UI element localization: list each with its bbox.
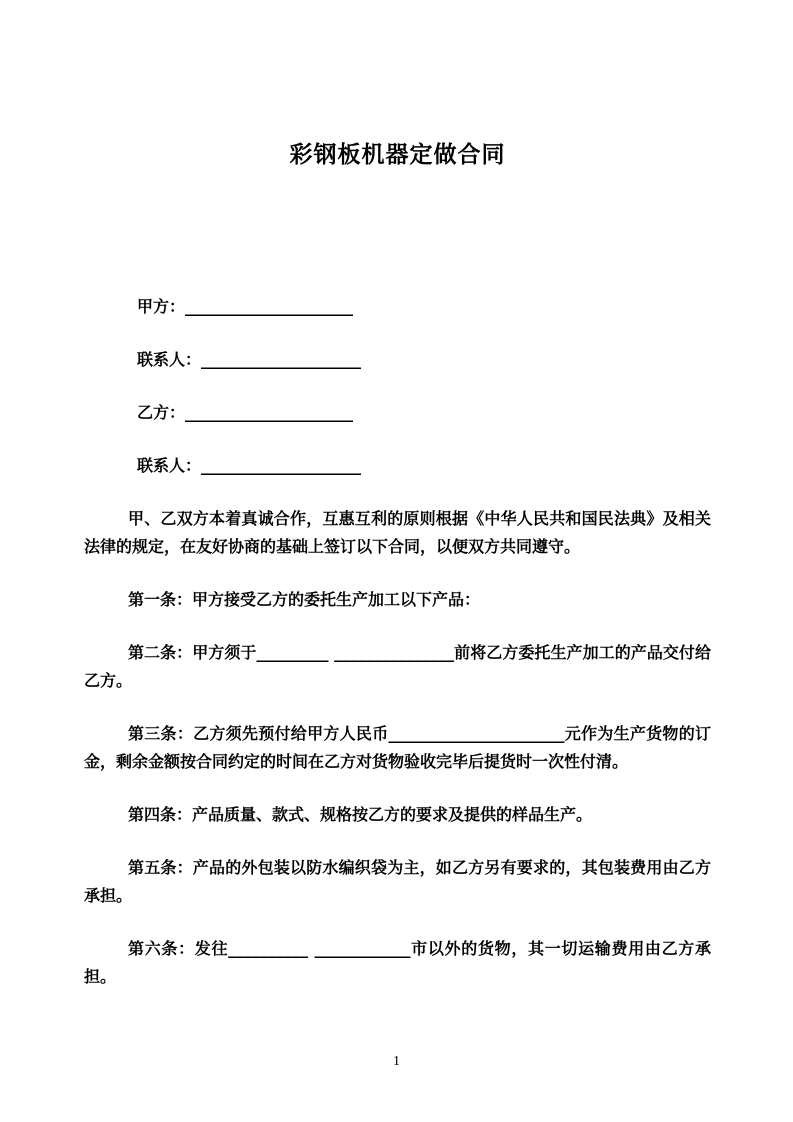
field-party-a: [84, 293, 711, 321]
clause-6: 第六条：发往__________ ____________市以外的货物，其一切运输费用由乙方承担。: [84, 939, 711, 986]
field-party-b-blank: _____________________: [185, 403, 354, 422]
clause-4: 第四条：产品质量、款式、规格按乙方的要求及提供的样品生产。: [128, 805, 593, 824]
party-fields: [84, 293, 711, 480]
field-party-a-blank: _____________________: [185, 297, 354, 316]
page-title: 彩钢板机器定做合同: [289, 142, 506, 168]
clause-5: 第五条：产品的外包装以防水编织袋为主，如乙方另有要求的，其包装费用由乙方承担。: [84, 858, 711, 905]
field-contact-a: [84, 346, 711, 374]
clause-2: 第二条：甲方须于_________ _______________前将乙方委托生产加工的产品交付给乙方。: [84, 643, 711, 690]
field-party-b: [84, 399, 711, 427]
clause-3: 第三条：乙方须先预付给甲方人民币______________________元作为生产货物的订金，剩余金额按合同约定的时间在乙方对货物验收完毕后提货时一次性付清。: [84, 724, 711, 771]
field-contact-b-blank: ____________________: [201, 456, 362, 475]
field-party-a-label: 甲方：: [137, 297, 186, 316]
field-contact-a-label: 联系人：: [137, 350, 202, 369]
field-party-b-label: 乙方：: [137, 403, 186, 422]
field-contact-b: [84, 452, 711, 480]
contract-body: [84, 505, 711, 991]
clause-1: 第一条：甲方接受乙方的委托生产加工以下产品：: [128, 590, 481, 609]
page-number: 1: [393, 1054, 400, 1069]
field-contact-b-label: 联系人：: [137, 456, 202, 475]
field-contact-a-blank: ____________________: [201, 350, 362, 369]
intro-paragraph: 甲、乙双方本着真诚合作，互惠互利的原则根据《中华人民共和国民法典》及相关法律的规定，在友好协商的基础上签订以下合同，以便双方共同遵守。: [84, 509, 711, 556]
